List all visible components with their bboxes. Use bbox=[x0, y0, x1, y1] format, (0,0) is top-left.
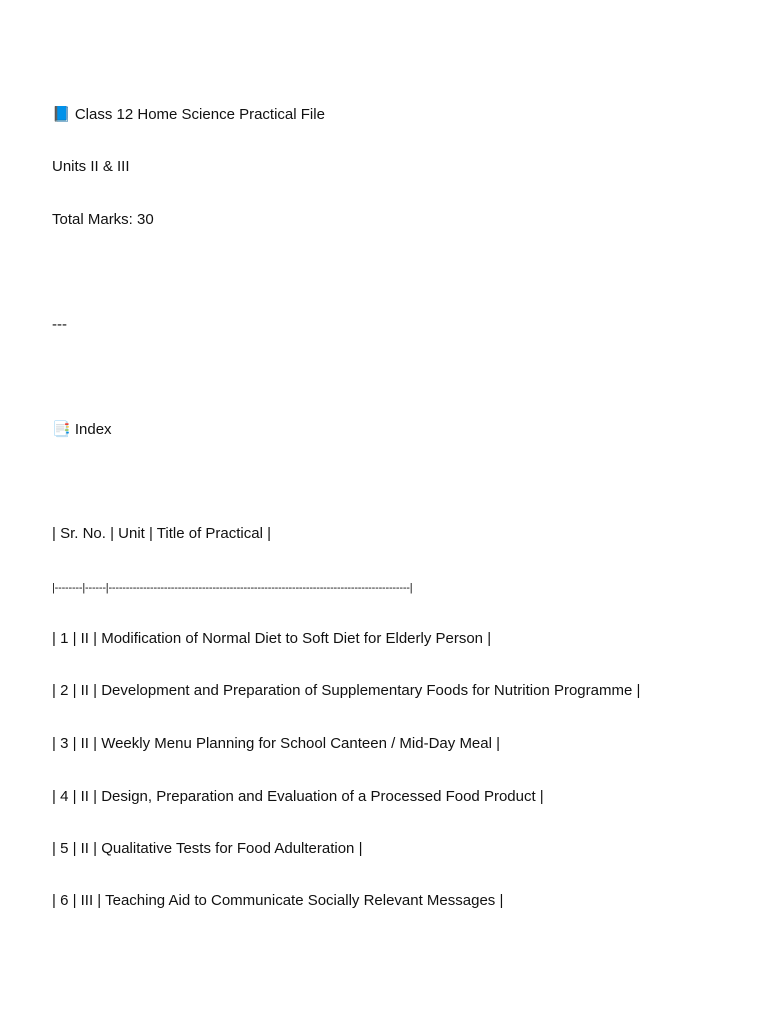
section-divider: --- bbox=[52, 316, 67, 333]
units-line: Units II & III bbox=[52, 158, 130, 175]
table-row: | 5 | II | Qualitative Tests for Food Adulteration | bbox=[52, 840, 363, 857]
table-row: | 2 | II | Development and Preparation of Supplementary Foods for Nutrition Programme | bbox=[52, 682, 641, 699]
table-header: | Sr. No. | Unit | Title of Practical | bbox=[52, 525, 271, 542]
table-separator: |--------|------|---------------------------------------------------------------------------------------| bbox=[52, 582, 413, 594]
index-heading: 📑 Index bbox=[52, 421, 112, 438]
table-row: | 3 | II | Weekly Menu Planning for School Canteen / Mid-Day Meal | bbox=[52, 735, 501, 752]
total-marks-line: Total Marks: 30 bbox=[52, 211, 154, 228]
table-row: | 4 | II | Design, Preparation and Evaluation of a Processed Food Product | bbox=[52, 788, 544, 805]
table-row: | 1 | II | Modification of Normal Diet to Soft Diet for Elderly Person | bbox=[52, 630, 492, 647]
table-row: | 6 | III | Teaching Aid to Communicate Socially Relevant Messages | bbox=[52, 892, 504, 909]
document-title: 📘 Class 12 Home Science Practical File bbox=[52, 106, 325, 123]
